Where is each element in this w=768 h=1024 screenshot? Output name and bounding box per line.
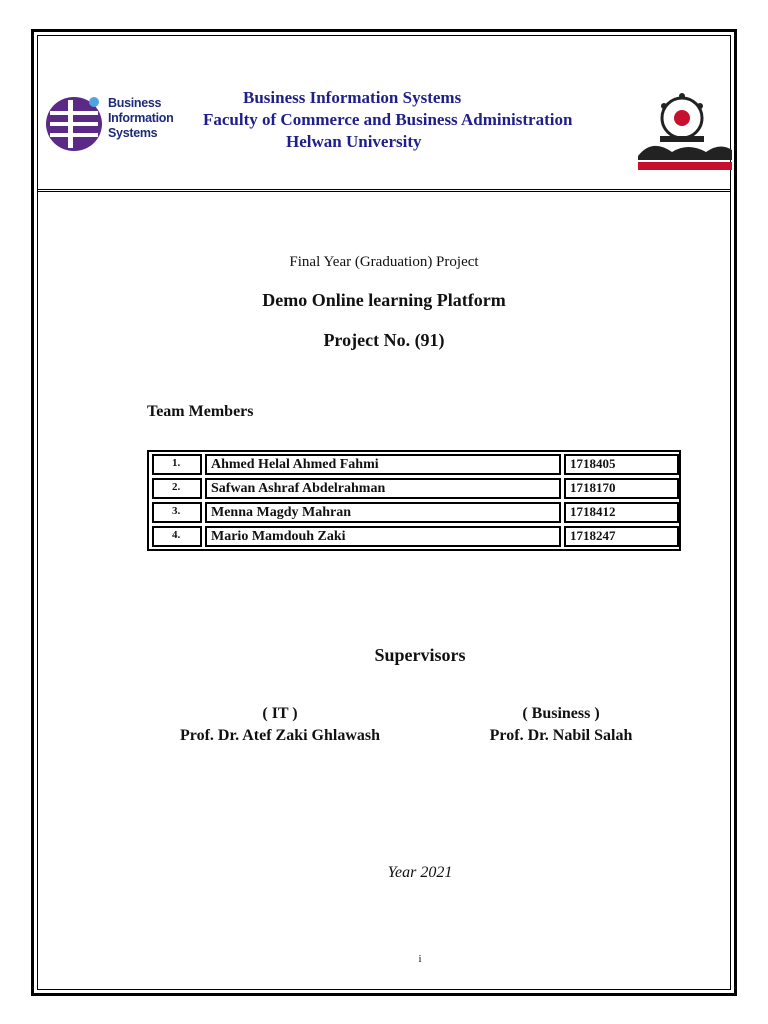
project-year: Year 2021 [387,864,453,881]
supervisor-business-role: ( Business ) [522,705,600,722]
member-name: Safwan Ashraf Abdelrahman [205,478,561,499]
header-divider [37,189,731,192]
supervisor-it-name: Prof. Dr. Atef Zaki Ghlawash [179,727,380,744]
member-id: 1718247 [564,526,679,547]
project-title: Demo Online learning Platform [262,290,506,310]
member-name: Menna Magdy Mahran [205,502,561,523]
bis-logo-text: Business Information Systems [108,96,174,140]
member-number: 3. [152,502,202,523]
university-name: Helwan University [286,132,422,151]
member-number: 4. [152,526,202,547]
team-members-table [147,450,681,551]
project-subtitle: Final Year (Graduation) Project [289,254,479,270]
member-id: 1718405 [564,454,679,475]
supervisors-heading: Supervisors [374,645,466,665]
member-number: 1. [152,454,202,475]
page-number: i [418,953,422,965]
member-number: 2. [152,478,202,499]
project-number: Project No. (91) [323,330,445,350]
department-name: Business Information Systems [243,88,462,107]
member-id: 1718412 [564,502,679,523]
faculty-name: Faculty of Commerce and Business Administration [203,110,573,129]
supervisor-it-role: ( IT ) [262,705,298,722]
member-name: Ahmed Helal Ahmed Fahmi [205,454,561,475]
member-name: Mario Mamdouh Zaki [205,526,561,547]
member-id: 1718170 [564,478,679,499]
supervisor-business-name: Prof. Dr. Nabil Salah [489,727,633,744]
helwan-university-crest-icon [632,86,738,178]
team-members-heading: Team Members [147,403,254,420]
